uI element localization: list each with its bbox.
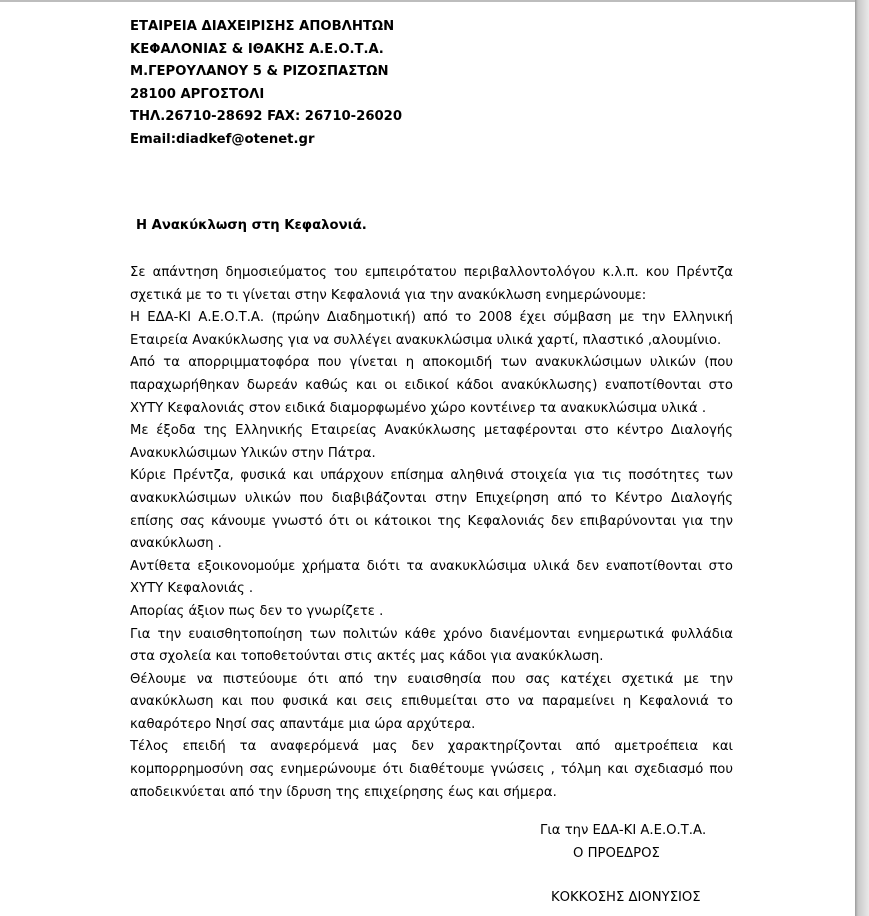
body-line: καθαρότερο Νησί σας απαντάμε μια ώρα αρχύτερα. (130, 716, 476, 732)
document-title: Η Ανακύκλωση στη Κεφαλονιά. (136, 218, 367, 233)
body-line: στα σχολεία και τοποθετούνται στις ακτές μας κάδοι για ανακύκλωση. (130, 649, 604, 665)
letterhead-email: Email:diadkef@otenet.gr (130, 131, 315, 147)
body-line: Εταιρεία Ανακύκλωσης για να συλλέγει ανακυκλώσιμα υλικά χαρτί, πλαστικό ,αλουμίνιο. (130, 332, 722, 348)
body-line: Με έξοδα της Ελληνικής Εταιρείας Ανακύκλωσης μεταφέρονται στο κέντρο Διαλογής (130, 423, 733, 439)
body-line: Θέλουμε να πιστεύουμε ότι από την ευαισθησία που σας κατέχει σχετικά με την (130, 671, 733, 687)
body-line: Απορίας άξιον πως δεν το γνωρίζετε . (130, 603, 384, 619)
body-line: Η ΕΔΑ-ΚΙ Α.Ε.Ο.Τ.Α. (πρώην Διαδημοτική) από το 2008 έχει σύμβαση με την Ελληνική (130, 310, 733, 326)
body-line: Για την ευαισθητοποίηση των πολιτών κάθε χρόνο διανέμονται ενημερωτικά φυλλάδια (130, 626, 733, 642)
body-line: σχετικά με το τι γίνεται στην Κεφαλονιά για την ανακύκλωση ενημερώνουμε: (130, 287, 647, 303)
body-line: ανακύκλωση και που φυσικά και σεις επιθυμείται στο να παραμείνει η Κεφαλονιά το (130, 694, 733, 710)
body-line: ΧΥΤΥ Κεφαλονιάς . (130, 581, 254, 597)
body-line: κομπορρημοσύνη σας ενημερώνουμε ότι διαθέτουμε γνώσεις , τόλμη και σχεδιασμό που (130, 762, 733, 778)
body-line: Σε απάντηση δημοσιεύματος του εμπειρότατου περιβαλλοντολόγου κ.λ.π. κου Πρέντζα (130, 265, 733, 280)
signature-role: Ο ΠΡΟΕΔΡΟΣ (573, 846, 660, 861)
body-line: αποδεικνύεται από την ίδρυση της επιχείρησης έως και σήμερα. (130, 784, 557, 800)
signature-name: ΚΟΚΚΟΣΗΣ ΔΙΟΝΥΣΙΟΣ (551, 890, 701, 905)
body-line: ΧΥΤΥ Κεφαλονιάς στον ειδικά διαμορφωμένο χώρο κοντέινερ τα ανακυκλώσιμα υλικά . (130, 400, 707, 416)
body-line: ανακύκλωση . (130, 536, 222, 552)
body-line: Από τα απορριμματοφόρα που γίνεται η αποκομιδή των ανακυκλώσιμων υλικών (που (130, 355, 733, 371)
letterhead-phone-fax: ΤΗΛ.26710-28692 FAX: 26710-26020 (130, 109, 403, 125)
body-line: Αντίθετα εξοικονομούμε χρήματα διότι τα ανακυκλώσιμα υλικά δεν εναποτίθονται στο (130, 558, 733, 574)
letterhead-company-line-1: ΕΤΑΙΡΕΙΑ ΔΙΑΧΕΙΡΙΣΗΣ ΑΠΟΒΛΗΤΩΝ (130, 19, 395, 34)
letter-body (130, 262, 733, 804)
body-line: επίσης σας κάνουμε γνωστό ότι οι κάτοικοι της Κεφαλονιάς δεν επιβαρύνονται για την (130, 513, 733, 529)
letterhead-address: Μ.ΓΕΡΟΥΛΑΝΟΥ 5 & ΡΙΖΟΣΠΑΣΤΩΝ (130, 64, 389, 80)
body-line: παραχωρήθηκαν δωρεάν καθώς και οι ειδικοί κάδοι ανακύκλωσης) εναποτίθονται στο (130, 377, 733, 393)
body-line: Ανακυκλώσιμων Υλικών στην Πάτρα. (130, 445, 376, 461)
body-line: Τέλος επειδή τα αναφερόμενά μας δεν χαρακτηρίζονται από αμετροέπεια και (130, 739, 733, 755)
signature-for-line: Για την ΕΔΑ-ΚΙ Α.Ε.Ο.Τ.Α. (540, 823, 707, 838)
page-edge-shadow (855, 0, 869, 916)
page-edge-top (0, 0, 855, 2)
body-line: Κύριε Πρέντζα, φυσικά και υπάρχουν επίσημα αληθινά στοιχεία για τις ποσότητες των (130, 468, 733, 484)
letterhead-city: 28100 ΑΡΓΟΣΤΟΛΙ (130, 86, 265, 102)
body-line: ανακυκλώσιμων υλικών που διαβιβάζονται στην Επιχείρηση από το Κέντρο Διαλογής (130, 490, 733, 506)
letterhead (130, 16, 402, 152)
letterhead-company-line-2: ΚΕΦΑΛΟΝΙΑΣ & ΙΘΑΚΗΣ Α.Ε.Ο.Τ.Α. (130, 41, 384, 57)
